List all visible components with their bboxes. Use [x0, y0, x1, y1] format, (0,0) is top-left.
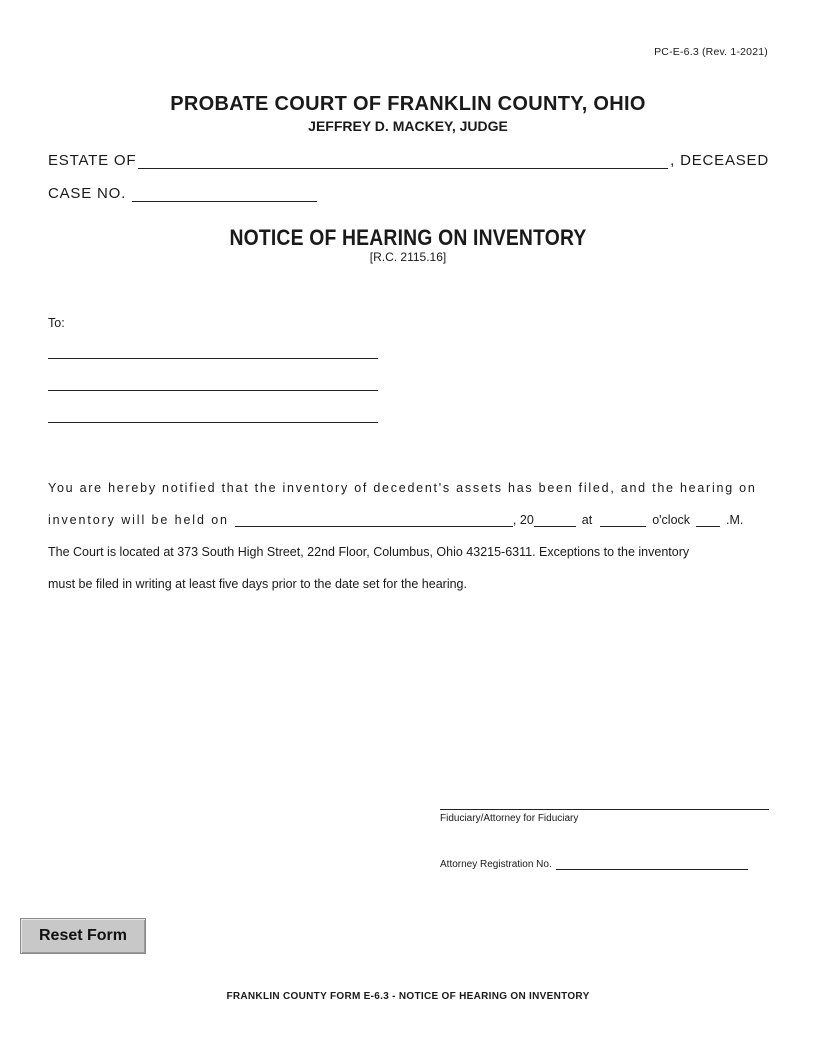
case-no-field[interactable]	[132, 187, 317, 202]
recipient-field-1[interactable]	[48, 358, 378, 359]
reset-form-button[interactable]: Reset Form	[20, 918, 146, 954]
hearing-date-prefix: inventory will be held on	[48, 513, 229, 527]
year-prefix: , 20	[512, 513, 534, 527]
hearing-hour-field[interactable]	[600, 514, 646, 527]
judge-name: JEFFREY D. MACKEY, JUDGE	[308, 118, 508, 134]
statute-reference: [R.C. 2115.16]	[369, 250, 447, 264]
form-id: PC-E-6.3 (Rev. 1-2021)	[654, 46, 768, 58]
notice-body-line-3: The Court is located at 373 South High Street, 22nd Floor, Columbus, Ohio 43215-6311. Exceptions to the inventory	[48, 545, 690, 559]
notice-title: NOTICE OF HEARING ON INVENTORY	[229, 225, 587, 250]
estate-of-field[interactable]	[138, 154, 668, 169]
at-label: at	[581, 513, 593, 527]
estate-of-row	[48, 152, 769, 169]
deceased-label: , DECEASED	[670, 152, 769, 169]
hearing-date-field[interactable]	[235, 514, 513, 527]
oclock-label: o'clock	[652, 513, 691, 527]
hearing-year-field[interactable]	[534, 514, 576, 527]
am-pm-field[interactable]	[696, 514, 720, 527]
fiduciary-label: Fiduciary/Attorney for Fiduciary	[440, 813, 579, 824]
case-no-label: CASE NO.	[48, 185, 127, 202]
notice-body-line-2	[48, 513, 769, 527]
estate-of-label: ESTATE OF	[48, 152, 137, 169]
notice-body-line-4: must be filed in writing at least five days prior to the date set for the hearing.	[48, 577, 467, 591]
attorney-registration-field[interactable]	[556, 859, 748, 870]
recipient-field-3[interactable]	[48, 422, 378, 423]
footer-form-title: FRANKLIN COUNTY FORM E-6.3 - NOTICE OF HEARING ON INVENTORY	[226, 991, 590, 1002]
attorney-registration-label: Attorney Registration No.	[440, 859, 552, 870]
to-label: To:	[48, 316, 65, 330]
recipient-field-2[interactable]	[48, 390, 378, 391]
attorney-registration-row	[440, 859, 748, 870]
court-title: PROBATE COURT OF FRANKLIN COUNTY, OHIO	[170, 93, 646, 115]
notice-body-line-1: You are hereby notified that the inventory of decedent's assets has been filed, and the hearing on	[48, 481, 757, 495]
m-label: .M.	[726, 513, 744, 527]
case-no-row	[48, 185, 317, 202]
fiduciary-signature-field[interactable]	[440, 809, 769, 810]
